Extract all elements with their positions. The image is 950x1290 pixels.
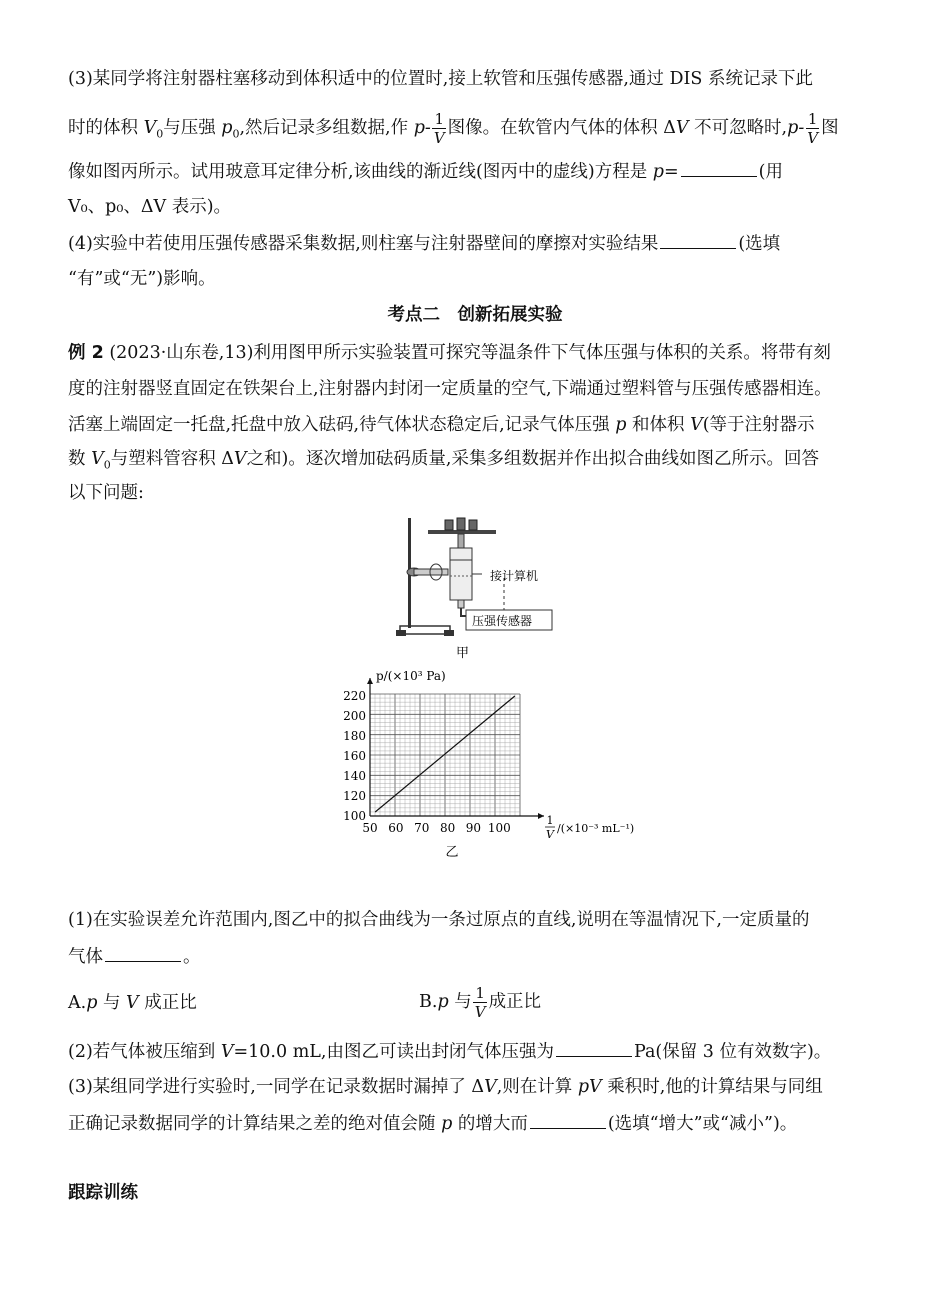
answer-blank[interactable] [105, 943, 181, 962]
x-axis-label-denominator: V [546, 828, 554, 841]
label-sensor: 压强传感器 [472, 614, 533, 628]
q3-line2: 正确记录数据同学的计算结果之差的绝对值会随 p 的增大而 (选填“增大”或“减小”)。 [68, 1110, 797, 1137]
x-axis-label-numerator: 1 [546, 814, 554, 827]
q1-line2: 气体 。 [68, 943, 201, 970]
answer-blank[interactable] [681, 158, 757, 177]
x-tick-label: 90 [465, 821, 482, 835]
example-line1: 例 2 (2023·山东卷,13)利用图甲所示实验装置可探究等温条件下气体压强与体积的关系。将带有刻 [68, 343, 831, 363]
option-b[interactable]: B.p 与 $\frac{1}{V}$ 成正比 [419, 984, 542, 1021]
option-a[interactable]: A.p 与 V 成正比 [68, 993, 197, 1013]
stand-base [400, 626, 450, 634]
x-tick-label: 100 [487, 821, 511, 835]
section-heading: 考点二 创新拓展实验 [387, 305, 563, 325]
label-computer: 接计算机 [490, 569, 539, 583]
y-axis-arrow [367, 678, 373, 684]
section3-line2: 时的体积 $V_0$与压强 $p_0$,然后记录多组数据,作 p- $\frac{1}{V}$ 图像。在软管内气体的体积 ΔV 不可忽略时,p- $\frac{1}{V}$ 图 [68, 110, 839, 147]
y-tick-label: 200 [343, 709, 366, 723]
answer-blank[interactable] [660, 230, 736, 249]
example-line3: 活塞上端固定一托盘,托盘中放入砝码,待气体状态稳定后,记录气体压强 p 和体积 V(等于注射器示 [68, 415, 815, 435]
y-tick-label: 180 [343, 729, 366, 743]
y-axis-label: p/(×10³ Pa) [376, 669, 446, 683]
tracking-training-heading: 跟踪训练 [68, 1183, 138, 1203]
example-line4: 数 $V_0$与塑料管容积 ΔV之和)。逐次增加砝码质量,采集多组数据并作出拟合曲线如图乙所示。回答 [68, 449, 819, 472]
answer-blank[interactable] [556, 1038, 632, 1057]
weight [457, 518, 465, 530]
section4-line2: “有”或“无”)影响。 [68, 269, 216, 289]
pressure-chart [334, 668, 635, 860]
section3-line3: 像如图丙所示。试用玻意耳定律分析,该曲线的渐近线(图丙中的虚线)方程是 p= (用 [68, 158, 783, 185]
syringe [450, 548, 472, 600]
answer-blank[interactable] [530, 1110, 606, 1129]
fraction-1-over-v: $\frac{1}{V}$ [433, 110, 445, 147]
weight [445, 520, 453, 530]
x-tick-label: 80 [439, 821, 456, 835]
example-line5: 以下问题: [68, 483, 144, 503]
example-line2: 度的注射器竖直固定在铁架台上,注射器内封闭一定质量的空气,下端通过塑料管与压强传感器相连。 [68, 379, 832, 399]
section4-line1: (4)实验中若使用压强传感器采集数据,则柱塞与注射器壁间的摩擦对实验结果 (选填 [68, 230, 780, 257]
figure-b-caption: 乙 [445, 845, 459, 860]
x-tick-label: 70 [414, 821, 430, 835]
y-tick-label: 120 [343, 789, 366, 803]
y-tick-label: 160 [343, 749, 366, 763]
figure-a-caption: 甲 [456, 646, 470, 661]
x-axis-label-unit: /(×10⁻³ mL⁻¹) [557, 822, 635, 835]
fraction-1-over-v: $\frac{1}{V}$ [807, 110, 819, 147]
y-tick-label: 140 [343, 769, 366, 783]
apparatus-figure [390, 512, 570, 662]
q3-line1: (3)某组同学进行实验时,一同学在记录数据时漏掉了 ΔV,则在计算 pV 乘积时,他的计算结果与同组 [68, 1077, 823, 1097]
section3-line1: (3)某同学将注射器柱塞移动到体积适中的位置时,接上软管和压强传感器,通过 DIS 系统记录下此 [68, 69, 813, 89]
y-tick-label: 220 [343, 689, 366, 703]
x-tick-label: 50 [362, 821, 378, 835]
q2-line: (2)若气体被压缩到 V=10.0 mL,由图乙可读出封闭气体压强为 Pa(保留 3 位有效数字)。 [68, 1038, 831, 1065]
tray [428, 530, 496, 534]
weight [469, 520, 477, 530]
x-tick-label: 60 [388, 821, 404, 835]
q1-line1: (1)在实验误差允许范围内,图乙中的拟合曲线为一条过原点的直线,说明在等温情况下,一定质量的 [68, 910, 810, 930]
y-tick-label: 100 [343, 809, 366, 823]
fraction-1-over-v: $\frac{1}{V}$ [474, 984, 486, 1021]
x-axis-arrow [538, 813, 544, 819]
section3-line4: V₀、p₀、ΔV 表示)。 [68, 197, 232, 217]
